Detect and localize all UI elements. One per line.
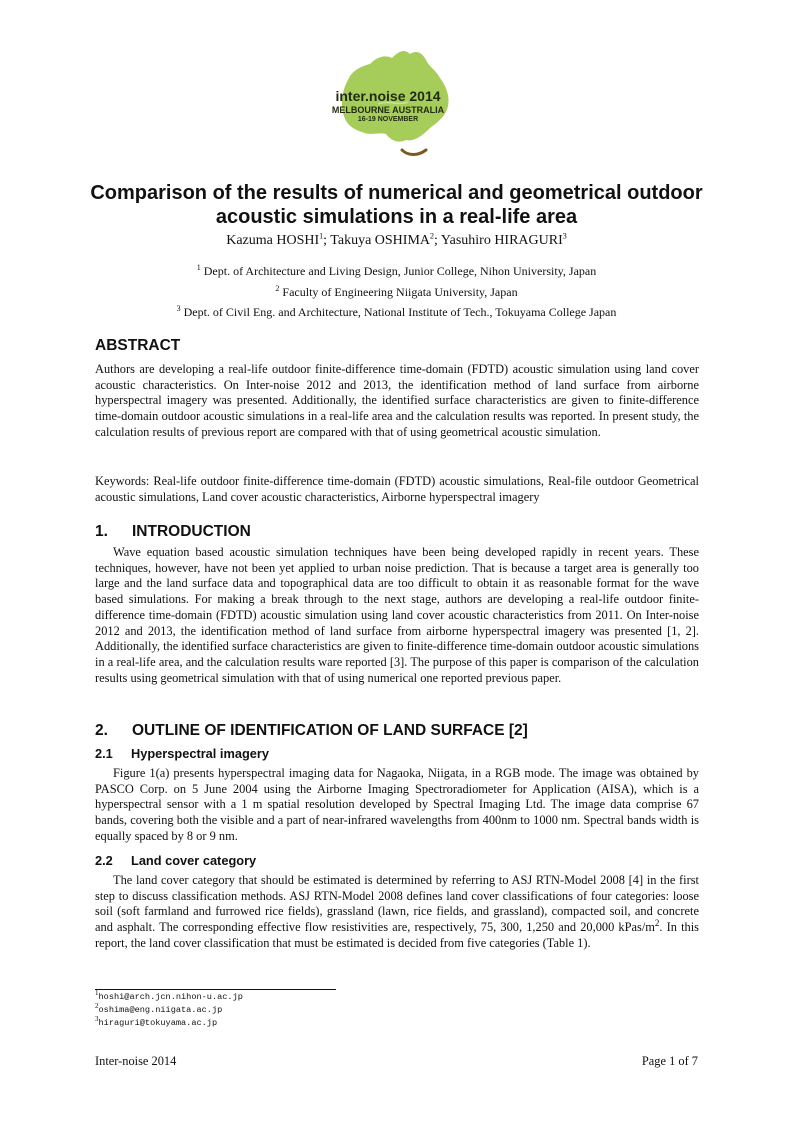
affiliation-text: Faculty of Engineering Niigata University, Japan [282,285,518,299]
footnote-email-link[interactable]: hiraguri@tokuyama.ac.jp [98,1018,218,1028]
affiliation-text: Dept. of Civil Eng. and Architecture, National Institute of Tech., Tokuyama College Japan [183,305,617,319]
affiliation [60,285,733,300]
subsection-heading-land-cover [95,853,256,868]
affiliation-sup: 3 [176,304,181,313]
section-heading-introduction [95,523,251,541]
footer-conference: Inter-noise 2014 [95,1054,177,1068]
abstract-text: Authors are developing a real-life outdoor finite-difference time-domain (FDTD) acoustic simulation using land cover acoustic characteristics. On Inter-noise 2012 and 2013, the identification method of land surface from airborne hyperspectral imagery was presented. Additionally, the identified surface characteristics are given to finite-difference time-domain outdoor acoustic simulations in a real-life area and the calculation results was reported. In present study, the calculation results of previous report are compared with that of using geometrical acoustic simulation. [95,362,699,439]
footnote-sup: 2 [95,1002,99,1011]
author-sep: ; [323,233,331,248]
section-heading-outline [95,722,528,740]
paper-title-line-2: acoustic simulations in a real-life area [215,206,578,228]
logo-dates: 16-19 NOVEMBER [357,116,419,123]
footnote-sup: 3 [95,1015,99,1024]
boomerang-icon [402,150,426,155]
australia-map-icon [318,40,458,168]
footnote-email-link[interactable]: hoshi@arch.jcn.nihon-u.ac.jp [98,992,243,1002]
author-name: Yasuhiro HIRAGURI [440,233,563,248]
footer-page-number: Page 1 of 7 [641,1054,698,1068]
affiliation [60,305,733,320]
subsection-title: Hyperspectral imagery [131,746,269,761]
footnote [95,989,243,1003]
land-cover-text-part: . In this report, the land cover classification that must be estimated is decided from five categories (Table 1). [95,920,699,950]
subsection-heading-hyperspectral [95,746,269,761]
logo-title: inter.noise 2014 [335,88,441,104]
land-cover-unit-exponent: 2 [654,917,660,928]
subsection-number: 2.1 [95,746,113,761]
author-sup: 2 [430,231,435,241]
author-sup: 3 [562,231,567,241]
subsection-title: Land cover category [131,853,257,868]
author-name: Takuya OSHIMA [330,233,431,248]
abstract-heading: ABSTRACT [95,337,181,354]
land-cover-text-part: The land cover category that should be estimated is determined by referring to ASJ RTN-Model 2008 [4] in the first step to discuss classification methods. ASJ RTN-Model 2008 defines land cover classifications of four categories: loose soil (soft farmland and furrowed rice fields), grassland (lawn, rice fields, and grassland), compacted soil, and concrete and asphalt. The corresponding effective flow resistivities are, respectively, 75, 300, 1,250 and 20,000 kPas/m [95,873,699,935]
section-title: INTRODUCTION [132,523,251,540]
author-sup: 1 [319,231,324,241]
keywords: Keywords: Real-life outdoor finite-difference time-domain (FDTD) acoustic simulations, Real-file outdoor Geometrical acoustic simulations, Land cover acoustic characteristics, Airborne hyperspectral imagery [95,474,699,504]
affiliation-sup: 1 [196,263,201,272]
subsection-number: 2.2 [95,853,113,868]
footnote [95,1015,218,1029]
hyperspectral-text: Figure 1(a) presents hyperspectral imaging data for Nagaoka, Niigata, in a RGB mode. The image was obtained by PASCO Corp. on 5 June 2004 using the Airborne Imaging Spectroradiometer for Application (AISA), which is a hyperspectral sensor with a 1 m spatial resolution developed by Spectral Imaging Ltd. The image data comprise 67 bands, covering both the visible and a part of near-infrared wavelengths from 400nm to 1000 nm. Spectral bands width is equally spaced by 8 or 9 nm. [95,766,699,843]
author-name: Kazuma HOSHI [226,233,320,248]
author-list [60,233,733,249]
footnote [95,1002,223,1016]
section-title: OUTLINE OF IDENTIFICATION OF LAND SURFACE [2] [132,722,528,739]
affiliation [60,264,733,279]
logo-location: MELBOURNE AUSTRALIA [331,105,445,115]
conference-logo [318,40,458,168]
section-number: 2. [95,722,108,739]
author-sep: ; [434,233,441,248]
land-cover-text [95,873,699,952]
section-number: 1. [95,523,108,540]
affiliation-sup: 2 [275,284,280,293]
affiliation-text: Dept. of Architecture and Living Design, Junior College, Nihon University, Japan [203,264,597,278]
footnote-email-link[interactable]: oshima@eng.niigata.ac.jp [98,1005,223,1015]
paper-title-line-1: Comparison of the results of numerical and geometrical outdoor [90,182,703,204]
footnote-sup: 1 [95,989,99,998]
footnote-divider [95,989,336,990]
introduction-text: Wave equation based acoustic simulation techniques have been being developed rapidly in recent years. These techniques, however, have not been yet applied to urban noise prediction. That is because a target area is generally too large and the land surface data and topographical data are too difficult to obtain it as reasonable format for the wave based simulations. For making a break through to the next stage, authors are developing a real-life outdoor finite-difference time-domain (FDTD) acoustic simulation using land cover acoustic characteristics from 2011. On Inter-noise 2012 and 2013, the identification method of land surface from airborne hyperspectral imagery was presented [1, 2]. Additionally, the identified surface characteristics are given to finite-difference time-domain outdoor acoustic simulations in a real-life area, and the calculation results ware reported [3]. The purpose of this paper is comparison of the calculation results using geometrical simulation with that of using numerical one reported previous paper. [95,545,699,685]
